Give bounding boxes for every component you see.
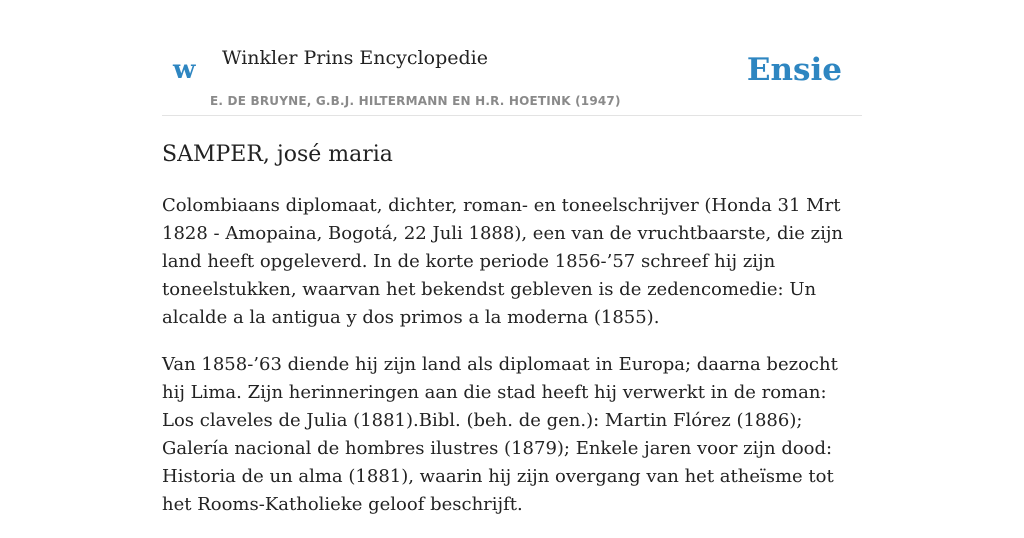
publication-title[interactable]: Winkler Prins Encyclopedie: [222, 47, 488, 69]
article-body: [162, 192, 862, 538]
publication-logo[interactable]: w: [173, 55, 196, 85]
page: [162, 0, 862, 515]
article-paragraph: Van 1858-’63 diende hij zijn land als diplomaat in Europa; daarna bezocht hij Lima. Zijn herinneringen aan die stad heeft hij verwerkt in de roman: Los claveles de Julia (1881).Bibl. (beh. de gen.): Martin Flórez (1886); Galería nacional de hombres ilustres (1879); Enkele jaren voor zijn dood: Historia de un alma (1881), waarin hij zijn overgang van het atheïsme tot het Rooms-Katholieke geloof beschrijft.: [162, 354, 838, 515]
ensie-brand-logo[interactable]: Ensie: [746, 52, 842, 88]
article-paragraph: Colombiaans diplomaat, dichter, roman- en toneelschrijver (Honda 31 Mrt 1828 - Amopaina, Bogotá, 22 Juli 1888), een van de vruchtbaarste, die zijn land heeft opgeleverd. In de korte periode 1856-’57 schreef hij zijn toneelstukken, waarvan het bekendst gebleven is de zedencomedie: Un alcalde a la antigua y dos primos a la moderna (1855).: [162, 195, 844, 328]
article-title: SAMPER, josé maria: [162, 142, 393, 167]
publication-authors: E. DE BRUYNE, G.B.J. HILTERMANN EN H.R. HOETINK (1947): [210, 94, 621, 108]
header: [162, 0, 862, 116]
